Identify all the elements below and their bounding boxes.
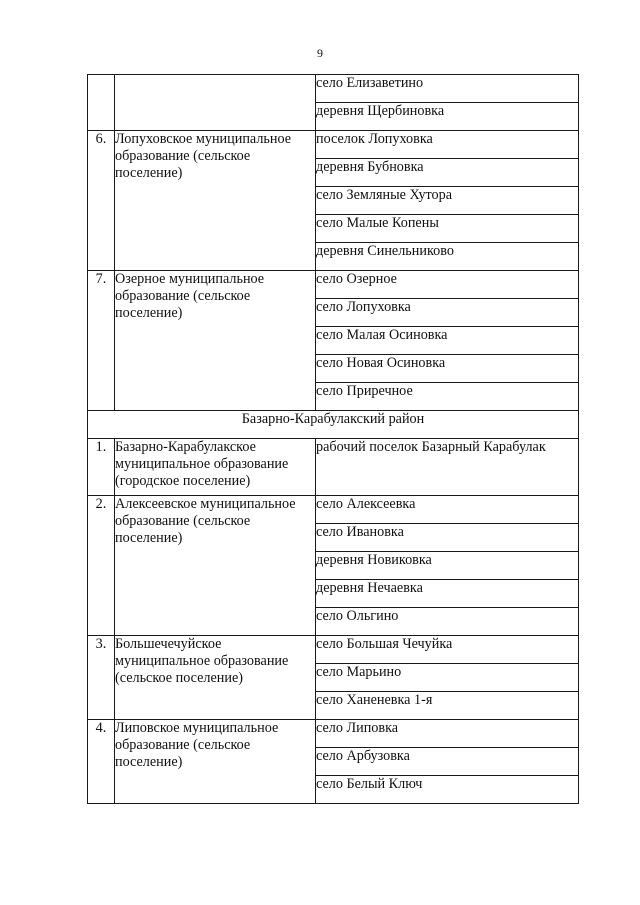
settlement-cell: село Малые Копены [316,215,579,243]
settlement-cell: село Елизаветино [316,75,579,103]
table-row [88,271,579,299]
page-number: 9 [317,46,323,60]
settlement-cell: село Ивановка [316,524,579,552]
settlement-cell: село Земляные Хутора [316,187,579,215]
municipality-cell [115,75,316,131]
table-row [88,496,579,524]
settlement-cell: село Приречное [316,383,579,411]
row-number-cell: 4. [88,720,115,804]
settlement-cell: село Лопуховка [316,299,579,327]
row-number-cell: 2. [88,496,115,636]
table-row [88,636,579,664]
settlement-cell: село Озерное [316,271,579,299]
settlements-table [87,74,579,804]
settlement-cell: поселок Лопуховка [316,131,579,159]
row-number-cell: 3. [88,636,115,720]
municipality-cell: Озерное муниципальное образование (сельское поселение) [115,271,316,411]
table-row [88,720,579,748]
settlement-cell: село Белый Ключ [316,776,579,804]
settlement-cell: село Малая Осиновка [316,327,579,355]
table-row [88,439,579,496]
table-row [88,131,579,159]
settlement-cell: село Липовка [316,720,579,748]
district-heading: Базарно-Карабулакский район [88,411,579,439]
settlement-cell: село Алексеевка [316,496,579,524]
settlement-cell: село Большая Чечуйка [316,636,579,664]
municipality-cell: Базарно-Карабулакское муниципальное образование (городское поселение) [115,439,316,496]
municipality-cell: Лопуховское муниципальное образование (сельское поселение) [115,131,316,271]
settlement-cell: село Марьино [316,664,579,692]
table-row [88,75,579,103]
row-number-cell: 1. [88,439,115,496]
row-number-cell [88,75,115,131]
district-row [88,411,579,439]
settlement-cell: деревня Новиковка [316,552,579,580]
row-number-cell: 6. [88,131,115,271]
municipality-cell: Большечечуйское муниципальное образование (сельское поселение) [115,636,316,720]
settlement-cell: село Новая Осиновка [316,355,579,383]
settlement-cell: село Ольгино [316,608,579,636]
settlement-cell: деревня Бубновка [316,159,579,187]
settlement-cell: деревня Щербиновка [316,103,579,131]
row-number-cell: 7. [88,271,115,411]
settlement-cell: деревня Синельниково [316,243,579,271]
municipality-cell: Алексеевское муниципальное образование (сельское поселение) [115,496,316,636]
settlement-cell: село Арбузовка [316,748,579,776]
settlement-cell: село Ханеневка 1-я [316,692,579,720]
settlement-cell: деревня Нечаевка [316,580,579,608]
municipality-cell: Липовское муниципальное образование (сельское поселение) [115,720,316,804]
settlement-cell: рабочий поселок Базарный Карабулак [316,439,579,496]
